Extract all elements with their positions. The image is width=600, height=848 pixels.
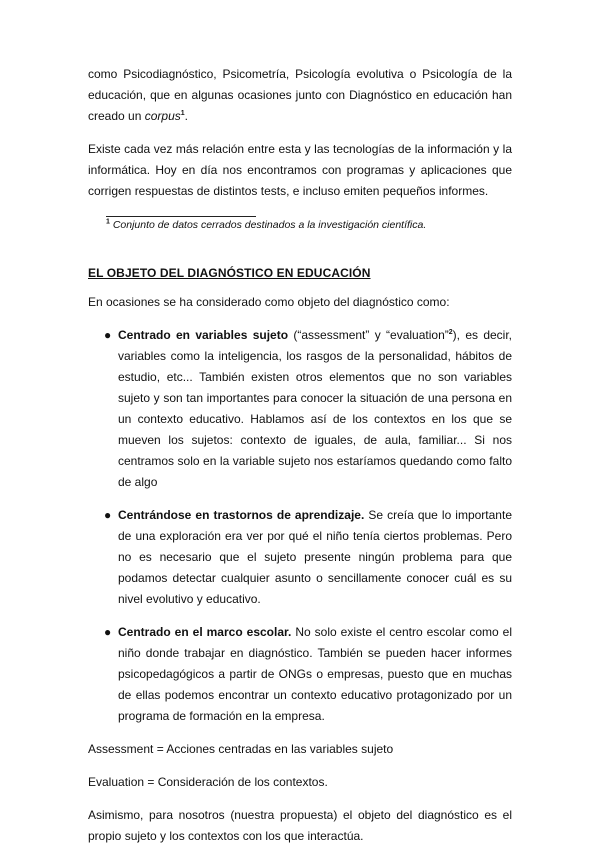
assessment-definition: Assessment = Acciones centradas en las variables sujeto [88, 742, 394, 756]
list-item [88, 505, 512, 610]
bullet-title: Centrado en el marco escolar. [118, 625, 292, 639]
list-item [88, 325, 512, 493]
footnote-reference: 1 [180, 110, 185, 117]
footnote-text: Conjunto de datos cerrados destinados a la investigación científica. [109, 219, 427, 231]
list-item [88, 622, 512, 727]
bullet-icon: ● [104, 328, 112, 342]
footnote-reference: 2 [448, 329, 453, 336]
bullet-title: Centrado en variables sujeto [118, 328, 289, 342]
footnote [106, 218, 512, 232]
intro-paragraph-2: Existe cada vez más relación entre esta y las tecnologías de la información y la informática. Hoy en día nos encontramos con programas y aplicaciones que corrigen respuestas de distintos tests, e incluso emiten pequeños informes. [88, 142, 512, 198]
evaluation-definition: Evaluation = Consideración de los contextos. [88, 775, 328, 789]
bullet-icon: ● [104, 625, 112, 639]
intro-paragraph-1 [88, 64, 512, 127]
bullet-text: (“assessment” y “evaluation” [288, 328, 449, 342]
bullet-title: Centrándose en trastornos de aprendizaje. [118, 508, 365, 522]
bullet-text: ), es decir, variables como la inteligencia, los rasgos de la personalidad, hábitos de estudio, etc... También existen otros elementos que no son variables sujeto y son tan importantes para conocer la situación de una persona en un contexto educativo. Hablamos así de los contextos en los que se mueven los sujetos: contexto de iguales, de aula, familiar... Si nos centramos solo en la variable sujeto nos estaríamos quedando como falto de algo [118, 328, 512, 489]
bullet-icon: ● [104, 508, 112, 522]
footnote-separator [106, 216, 256, 217]
document-page [88, 64, 512, 847]
section-lead: En ocasiones se ha considerado como objeto del diagnóstico como: [88, 295, 450, 309]
bullet-list [88, 325, 512, 727]
bullet-text: No solo existe el centro escolar como el niño donde trabajar en diagnóstico. También se pueden hacer informes psicopedagógicos a partir de ONGs o empresas, puesto que en muchas de ellas podemos encontrar un contexto educativo protagonizado por un programa de formación en la empresa. [118, 625, 512, 723]
intro-text-end: . [184, 109, 188, 123]
closing-paragraph: Asimismo, para nosotros (nuestra propuesta) el objeto del diagnóstico es el propio sujeto y los contextos con los que interactúa. [88, 808, 512, 843]
intro-text: como Psicodiagnóstico, Psicometría, Psicología evolutiva o Psicología de la educación, que en algunas ocasiones junto con Diagnóstico en educación han creado un [88, 67, 512, 123]
bullet-text: Se creía que lo importante de una exploración era ver por qué el niño tenía ciertos problemas. Pero no es necesario que el sujeto presente ningún problema para que podamos detectar cualquier asunto o sencillamente conocer cuál es su nivel evolutivo y educativo. [118, 508, 512, 606]
section-heading: EL OBJETO DEL DIAGNÓSTICO EN EDUCACIÓN [88, 266, 371, 280]
footnote-marker: 1 [106, 218, 110, 226]
corpus-term: corpus [144, 109, 181, 123]
